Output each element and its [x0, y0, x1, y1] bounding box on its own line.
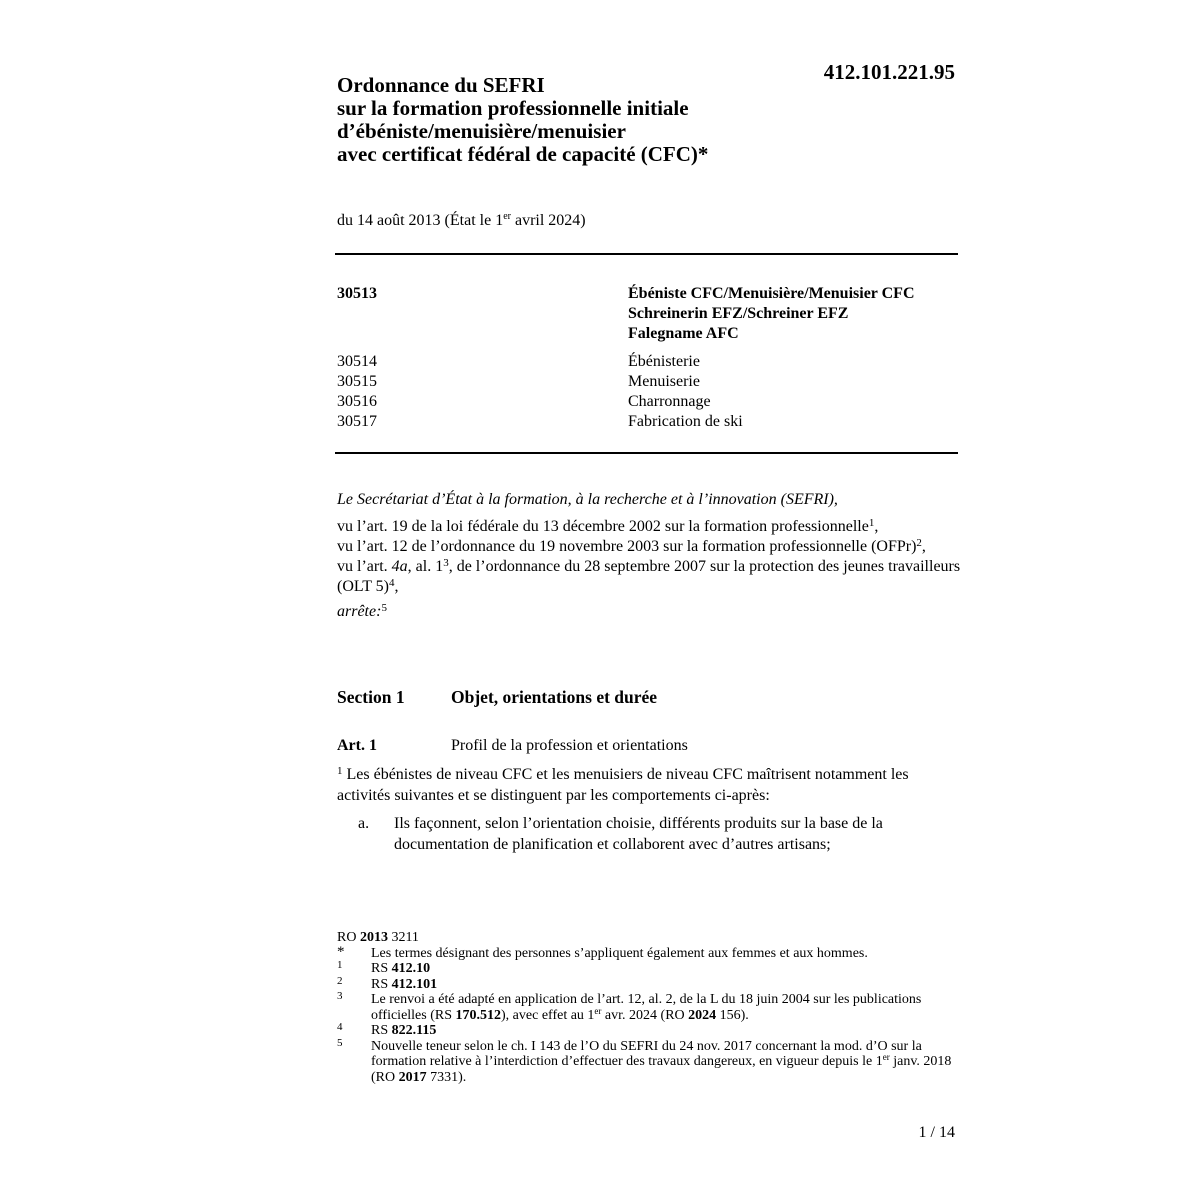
document-title: [337, 74, 797, 166]
footnote-ref[interactable]: 3: [443, 557, 449, 569]
footnote-ref[interactable]: 1: [868, 517, 875, 529]
footnote: [337, 1023, 957, 1039]
code-label: Fabrication de ski: [628, 413, 743, 430]
footnote-text: ), avec effet au 1: [501, 1007, 595, 1023]
code-label: Charronnage: [628, 393, 711, 410]
footnote-text: 822.115: [391, 1023, 437, 1038]
footnote-text: er: [882, 1052, 890, 1062]
code-row-main: [337, 284, 957, 304]
footnote-mark: 2: [337, 974, 343, 987]
footnote-text: 170.512: [455, 1007, 502, 1023]
footnote-text: Nouvelle teneur selon le ch. I 143 de l’O du SEFRI du 24 nov. 2017 concernant la mod. d’O sur la formation relative à l’interdiction d’effectuer des travaux dangereux, en vigueur depuis le 1: [371, 1038, 922, 1069]
article-paragraph: [337, 765, 957, 806]
footnote: [337, 943, 957, 962]
code-row: [337, 392, 957, 412]
footnote: [337, 1036, 957, 1086]
paragraph-number: 1: [337, 765, 343, 777]
footnote-ref[interactable]: 2: [916, 537, 922, 549]
footnote-mark: 1: [337, 959, 343, 971]
article-number: Art. 1: [337, 737, 377, 754]
footnote-mark: *: [337, 943, 345, 960]
code-row: [337, 412, 957, 432]
date-superscript: er: [503, 211, 511, 222]
footnote-text: avr. 2024 (RO: [601, 1007, 689, 1023]
code-value: 30514: [337, 353, 377, 370]
section-heading: [337, 687, 658, 708]
code-label: Schreinerin EFZ/Schreiner EFZ: [628, 305, 849, 322]
code-value: 30516: [337, 393, 377, 410]
footnote: [337, 974, 957, 993]
footnote-ref[interactable]: 5: [381, 602, 387, 614]
footnote-mark: 3: [337, 990, 343, 1002]
code-value: 30513: [337, 285, 377, 302]
footnote-text: 2024: [688, 1007, 717, 1023]
code-row: [337, 372, 957, 392]
code-value: 30517: [337, 413, 377, 430]
article-heading: [337, 737, 688, 755]
code-label: Menuiserie: [628, 373, 700, 390]
rs-number: 412.101.221.95: [823, 60, 955, 84]
divider-top: [335, 253, 958, 255]
footnote-text: Les termes désignant des personnes s’appliquent également aux femmes et aux hommes.: [371, 945, 868, 961]
footnote-text: er: [594, 1005, 602, 1016]
code-label: Falegname AFC: [628, 325, 739, 342]
preamble: [337, 490, 962, 622]
document-date: [337, 212, 586, 230]
preamble-arrete: arrête:$^5$: [337, 602, 387, 620]
date-prefix: du 14 août 2013 (État le 1: [337, 212, 504, 229]
date-suffix: avril 2024): [510, 212, 586, 229]
ro-reference: RO 2013 3211: [337, 930, 419, 945]
footnote-text: RS: [371, 1023, 392, 1038]
footnote-text: RS: [371, 961, 392, 976]
code-row-main-it: [337, 324, 957, 344]
title-line: avec certificat fédéral de capacité (CFC)*: [337, 142, 709, 166]
code-row: [337, 352, 957, 372]
section-title: Objet, orientations et durée: [451, 687, 658, 707]
code-label: Ébéniste CFC/Menuisière/Menuisier CFC: [628, 285, 915, 302]
footnote-list: [337, 943, 957, 1086]
preamble-line: vu l’art. 12 de l’ordonnance du 19 novembre 2003 sur la formation professionnelle (OFPr)$^2$,: [337, 537, 926, 555]
code-label: Ébénisterie: [628, 353, 700, 370]
footnote-mark: 5: [337, 1036, 343, 1049]
list-item-letter: a.: [358, 815, 370, 832]
footnote-text: janv. 2018 (RO: [371, 1054, 952, 1085]
code-value: 30515: [337, 373, 377, 390]
preamble-line: vu l’art. 4a, al. 1$^3$, de l’ordonnance du 28 septembre 2007 sur la protection des jeunes travailleurs (OLT 5)$^4$,: [337, 557, 961, 595]
footnote: [337, 961, 957, 977]
preamble-line: vu l’art. 19 de la loi fédérale du 13 décembre 2002 sur la formation professionnelle$^1$,: [337, 517, 879, 535]
title-line: sur la formation professionnelle initiale: [337, 96, 689, 120]
article-title: Profil de la profession et orientations: [451, 737, 688, 754]
footnote-text: 2017: [398, 1069, 427, 1085]
footnote-text: 156).: [716, 1007, 749, 1023]
preamble-authority: Le Secrétariat d’État à la formation, à la recherche et à l’innovation (SEFRI),: [337, 491, 838, 508]
footnotes: [337, 930, 957, 1085]
footnote-text: Le renvoi a été adapté en application de l’art. 12, al. 2, de la L du 18 juin 2004 sur les publications officielles (RS: [371, 992, 922, 1023]
footnote-mark: 4: [337, 1021, 343, 1033]
page-number: 1 / 14: [918, 1124, 955, 1141]
section-label: Section 1: [337, 687, 405, 707]
footnote: [337, 992, 957, 1023]
paragraph-text: Les ébénistes de niveau CFC et les menuisiers de niveau CFC maîtrisent notamment les activités suivantes et se distinguent par les comportements ci-après:: [337, 766, 909, 804]
footnote-text: 412.101: [391, 976, 438, 992]
list-item-text: Ils façonnent, selon l’orientation choisie, différents produits sur la base de la documentation de planification et collaborent avec d’autres artisans;: [394, 815, 883, 853]
title-line: Ordonnance du SEFRI: [337, 73, 545, 97]
footnote-ref[interactable]: 4: [389, 577, 395, 589]
code-row-main-de: [337, 304, 957, 324]
footnote-text: 412.10: [391, 961, 431, 976]
footnote-text: 7331).: [426, 1069, 467, 1085]
divider-bottom: [335, 452, 958, 454]
title-line: d’ébéniste/menuisière/menuisier: [337, 119, 626, 143]
footnote-text: RS: [371, 976, 392, 992]
